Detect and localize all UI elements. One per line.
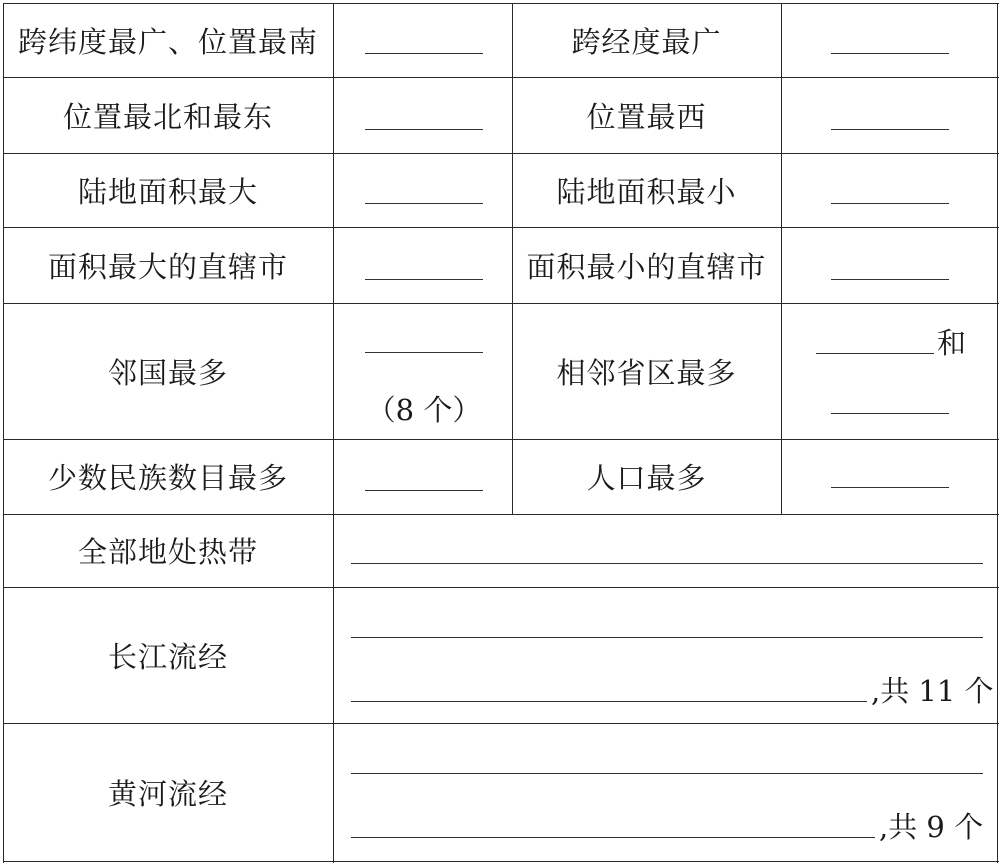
conjunction-and: 和	[937, 326, 967, 360]
column-divider	[781, 3, 782, 514]
row-2-left-label: 位置最北和最东	[62, 99, 273, 134]
tropics-label: 全部地处热带	[77, 535, 258, 569]
answer-blank[interactable]	[351, 837, 875, 838]
answer-blank[interactable]	[831, 129, 949, 130]
table-border-bottom	[3, 861, 999, 862]
answer-blank[interactable]	[831, 279, 949, 280]
answer-blank[interactable]	[831, 53, 949, 54]
answer-blank[interactable]	[351, 773, 983, 774]
row-5-right-label: 相邻省区最多	[556, 355, 737, 390]
answer-blank[interactable]	[831, 413, 949, 414]
yangtze-label: 长江流经	[107, 639, 228, 674]
row-5-left-label: 邻国最多	[107, 355, 228, 390]
answer-blank[interactable]	[365, 53, 483, 54]
row-1-right-label: 跨经度最广	[571, 24, 722, 59]
answer-blank[interactable]	[351, 563, 983, 564]
row-4-left-label: 面积最大的直辖市	[47, 249, 288, 284]
row-3-right-label: 陆地面积最小	[556, 174, 737, 209]
table-border-right	[997, 3, 998, 863]
row-4-right-label: 面积最小的直辖市	[526, 249, 767, 284]
row-3-left-label: 陆地面积最大	[77, 174, 258, 209]
row-6-left-label: 少数民族数目最多	[47, 461, 288, 495]
neighbor-count-note: （8 个）	[366, 393, 482, 427]
yellow-river-count-suffix: ,共 9 个	[879, 810, 984, 844]
answer-blank[interactable]	[351, 701, 867, 702]
row-1-left-label: 跨纬度最广、位置最南	[17, 24, 318, 59]
row-2-right-label: 位置最西	[586, 99, 707, 134]
answer-blank[interactable]	[365, 203, 483, 204]
answer-blank[interactable]	[365, 490, 483, 491]
answer-blank[interactable]	[365, 352, 483, 353]
answer-blank[interactable]	[816, 353, 934, 354]
column-divider	[333, 3, 334, 863]
yangtze-count-suffix: ,共 11 个	[871, 674, 994, 708]
row-6-right-label: 人口最多	[586, 461, 707, 495]
answer-blank[interactable]	[831, 203, 949, 204]
answer-blank[interactable]	[831, 487, 949, 488]
answer-blank[interactable]	[365, 129, 483, 130]
answer-blank[interactable]	[351, 637, 983, 638]
answer-blank[interactable]	[365, 279, 483, 280]
yellow-river-label: 黄河流经	[107, 776, 228, 811]
provinces-fill-in-table	[3, 3, 999, 863]
